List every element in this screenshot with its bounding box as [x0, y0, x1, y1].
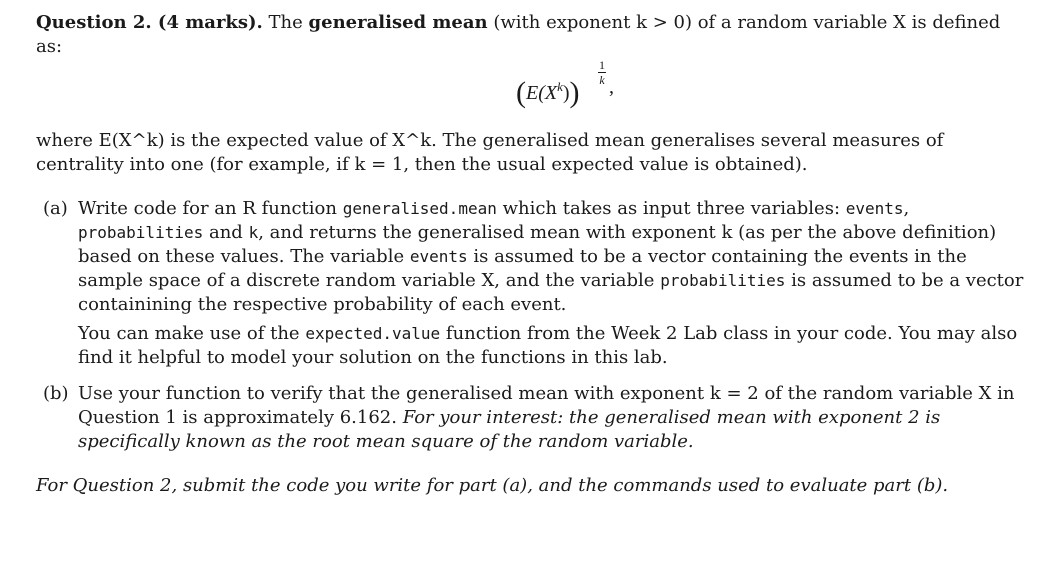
part-a-body: [78, 197, 1024, 370]
formula-k-superscript: k: [557, 79, 563, 94]
term-generalised-mean: generalised mean: [308, 12, 488, 33]
part-a-paragraph-2: [78, 322, 1024, 370]
question-intro: [36, 11, 1024, 59]
formula-exponent: [598, 59, 606, 86]
code-generalised-mean: generalised.mean: [342, 199, 497, 218]
formula-close-paren: ): [569, 76, 580, 109]
exponent-numerator: 1: [599, 58, 605, 72]
part-b-paragraph: [78, 382, 1024, 454]
part-a-label: (a): [43, 198, 68, 219]
part-b: [36, 382, 1024, 454]
intro-post: (with exponent k > 0) of a random variable X is defined as:: [36, 12, 1001, 57]
formula-inner-close: ): [562, 82, 570, 104]
part-b-body: [78, 382, 1024, 454]
formula-expression: [516, 75, 580, 109]
part-a-p2-text-1: You can make use of the: [78, 323, 300, 344]
part-a-text-5: , and returns the generalised mean with exponent k (as per the above definition) based on these values. The variable: [78, 222, 997, 267]
part-a-text-7: is assumed to be a vector containining the respective probability of each event.: [78, 270, 1024, 315]
part-a-p2-text-2: function from the Week 2 Lab class in your code. You may also find it helpful to model your solution on the functions in this lab.: [78, 323, 1018, 368]
code-probabilities: probabilities: [78, 223, 204, 242]
code-events: events: [845, 199, 904, 218]
part-a-text-4: and: [208, 222, 243, 243]
question-parts: [36, 197, 1024, 454]
part-b-label: (b): [43, 383, 69, 404]
part-a-text-3: ,: [903, 198, 910, 219]
formula-comma: ,: [609, 76, 614, 98]
code-k: k: [248, 223, 259, 242]
part-a-paragraph-1: [78, 197, 1024, 317]
part-b-interest-note: For your interest: the generalised mean with exponent 2 is specifically known as the root mean square of the random variable.: [78, 407, 941, 452]
code-probabilities-2: probabilities: [660, 271, 786, 290]
explanation-paragraph: where E(X^k) is the expected value of X^k. The generalised mean generalises several measures of centrality into one (for example, if k = 1, then the usual expected value is obtained).: [36, 130, 944, 175]
part-a-text-1: Write code for an R function: [78, 198, 337, 219]
part-b-text-1: Use your function to verify that the generalised mean with exponent k = 2 of the random variable X in Question 1 is approximately 6.162.: [78, 383, 1015, 428]
generalised-mean-formula: [36, 59, 1024, 119]
part-a-text-6: is assumed to be a vector containing the events in the sample space of a discrete random variable X, and the variable: [78, 246, 967, 291]
code-expected-value: expected.value: [305, 324, 441, 343]
intro-pre: The: [268, 12, 303, 33]
exponent-denominator: k: [599, 73, 605, 87]
part-a-text-2: which takes as input three variables:: [502, 198, 841, 219]
submission-instruction: For Question 2, submit the code you write for part (a), and the commands used to evaluate part (b).: [36, 475, 949, 496]
formula-inner: E(X: [526, 82, 558, 104]
code-events-2: events: [409, 247, 468, 266]
formula-open-paren: (: [516, 76, 526, 109]
part-a: [36, 197, 1024, 370]
question-heading: Question 2. (4 marks).: [36, 12, 263, 33]
